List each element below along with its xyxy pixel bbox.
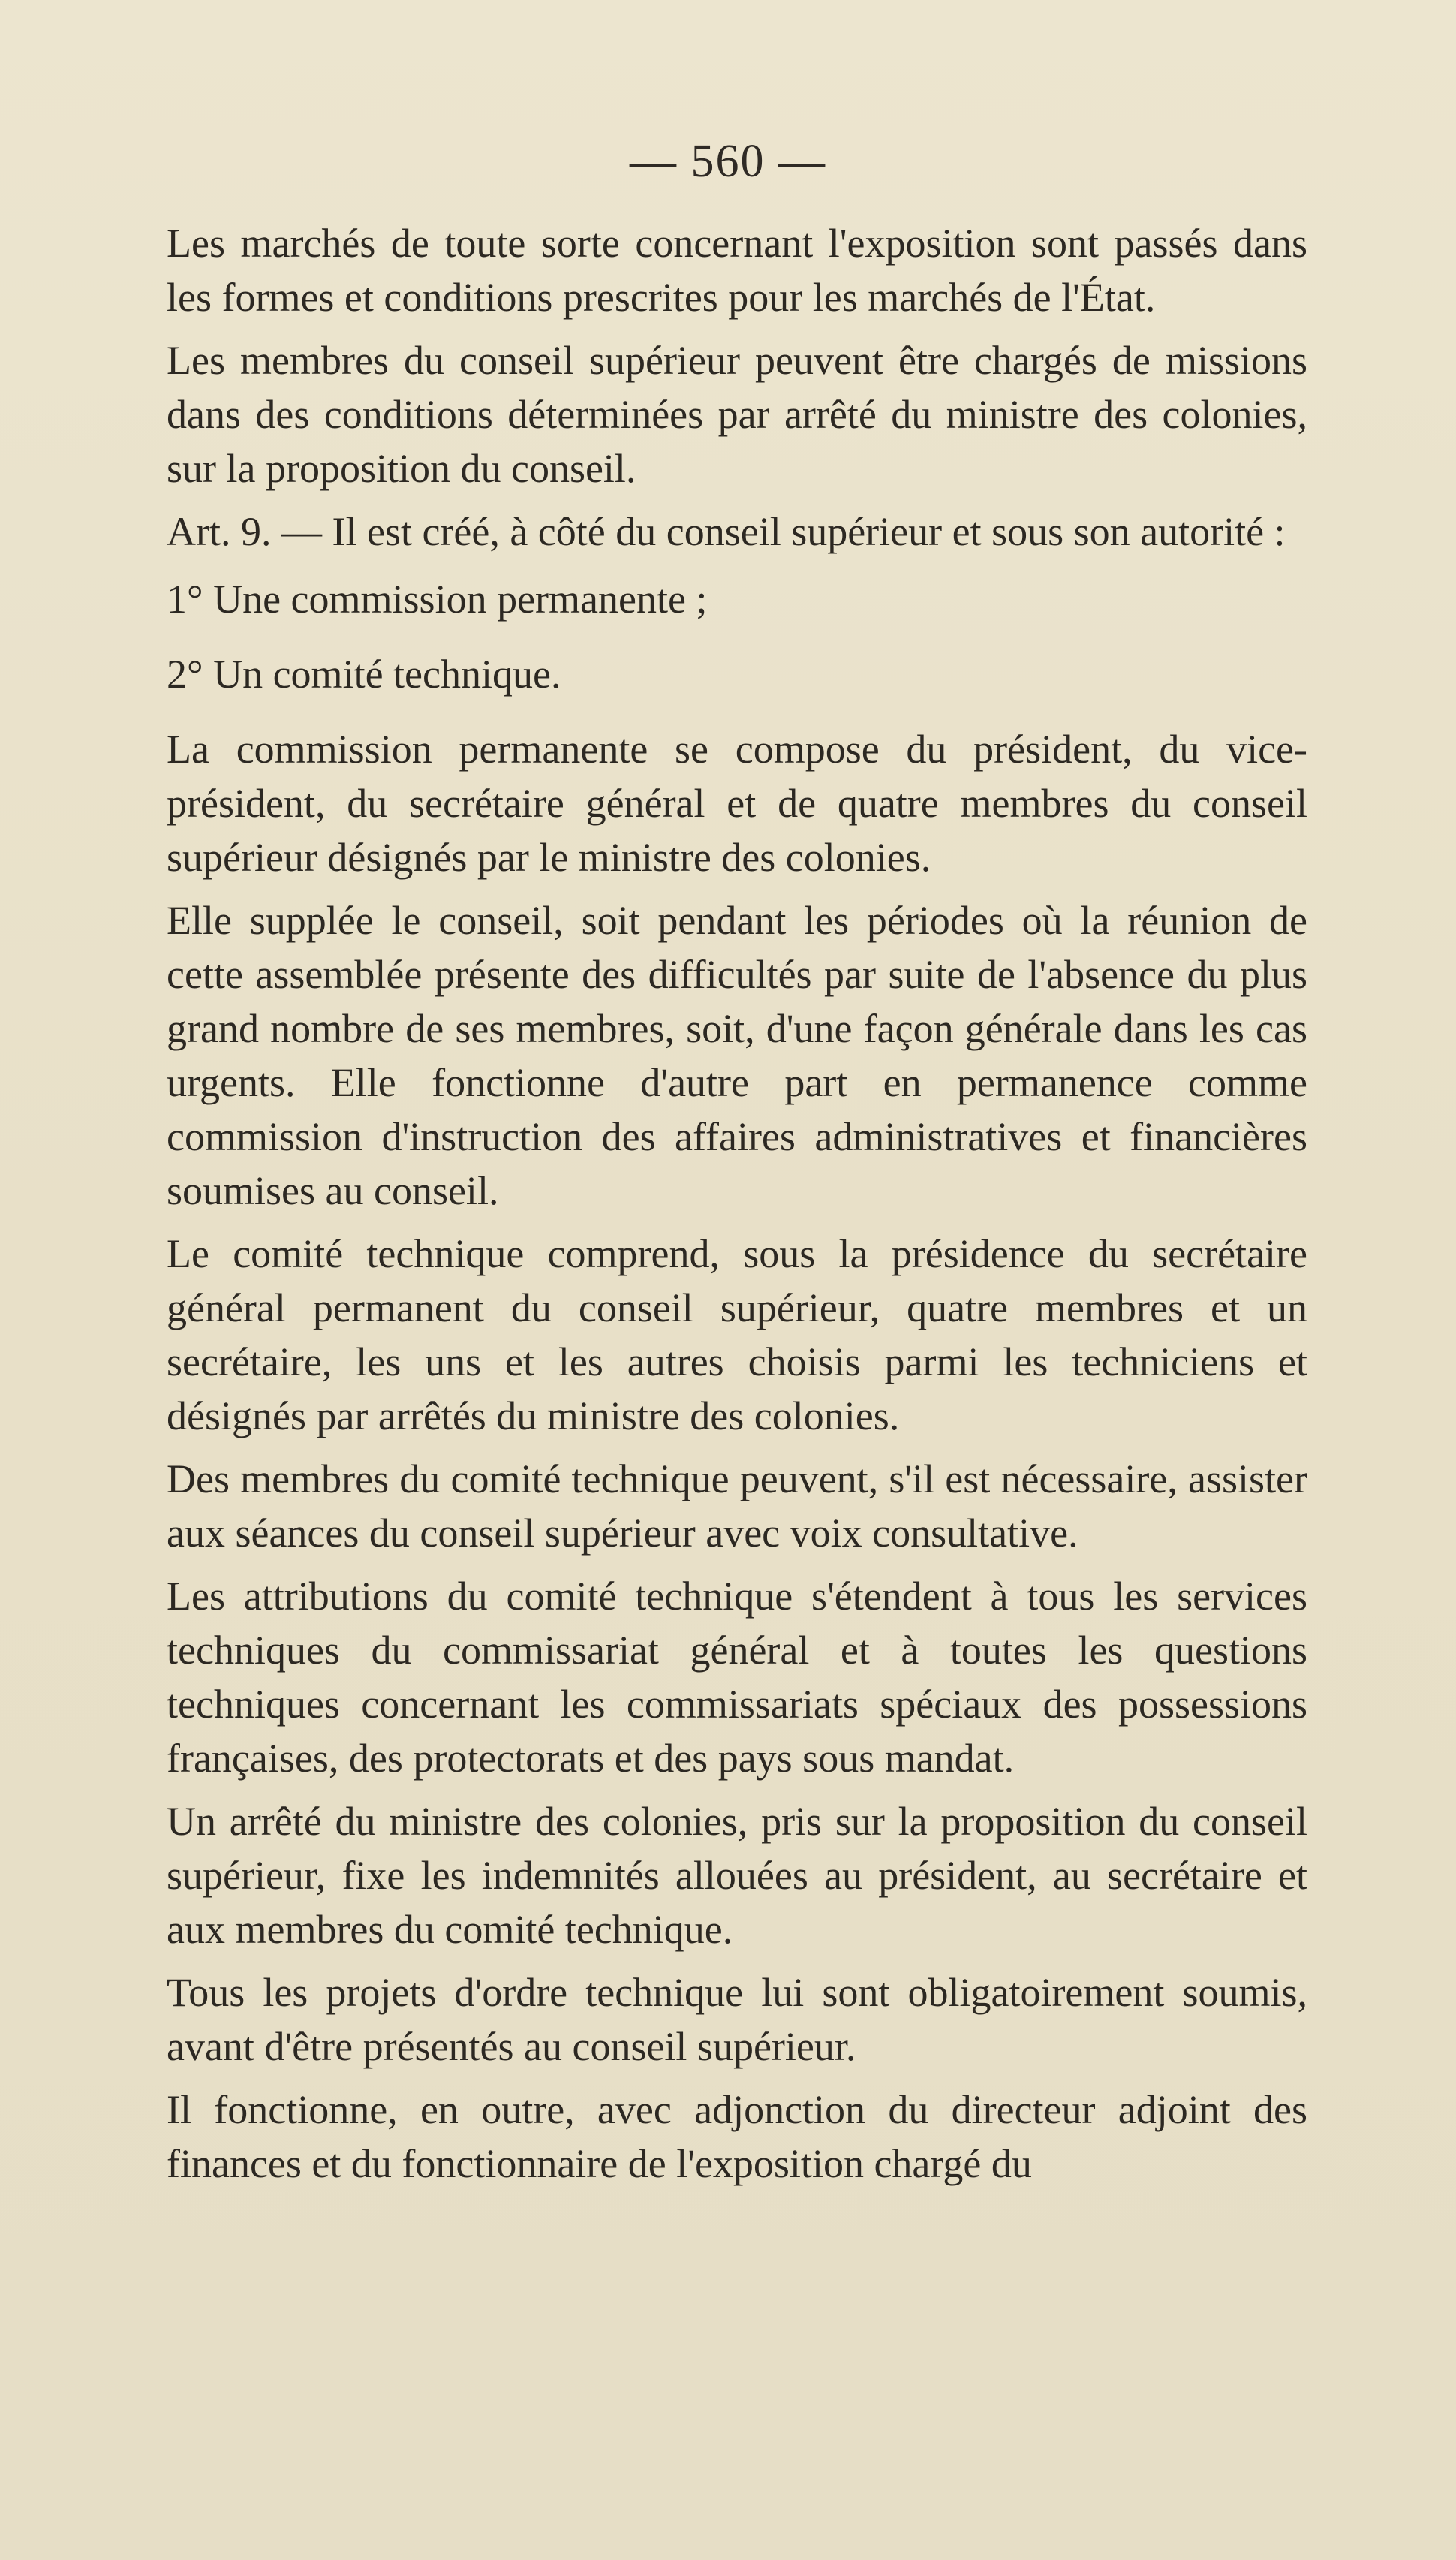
paragraph: Le comité technique comprend, sous la présidence du secrétaire général permanent du conseil supérieur, quatre membres et un secrétaire, les uns et les autres choisis parmi les techniciens et désignés par arrêtés du ministre des colonies. [167,1231,1307,1438]
paragraph: Tous les projets d'ordre technique lui sont obligatoirement soumis, avant d'être présentés au conseil supérieur. [167,1970,1307,2069]
paragraph: Les marchés de toute sorte concernant l'exposition sont passés dans les formes et conditions prescrites pour les marchés de l'État. [167,221,1307,320]
page-number: — 560 — [630,136,826,187]
article-heading-paragraph: Art. 9. — Il est créé, à côté du conseil supérieur et sous son autorité : [167,509,1286,554]
paragraph: Les membres du conseil supérieur peuvent être chargés de missions dans des conditions déterminées par arrêté du ministre des colonies, sur la proposition du conseil. [167,338,1307,491]
list-item: 2° Un comité technique. [167,652,561,697]
body-text [167,216,1307,2200]
paragraph: La commission permanente se compose du président, du vice-président, du secrétaire général et de quatre membres du conseil supérieur désignés par le ministre des colonies. [167,727,1307,880]
paragraph: Les attributions du comité technique s'étendent à tous les services techniques du commissariat général et à toutes les questions techniques concernant les commissariats spéciaux des possessions françaises, des protectorats et des pays sous mandat. [167,1574,1307,1781]
paragraph: Des membres du comité technique peuvent, s'il est nécessaire, assister aux séances du conseil supérieur avec voix consultative. [167,1456,1307,1556]
paragraph: Un arrêté du ministre des colonies, pris sur la proposition du conseil supérieur, fixe les indemnités allouées au président, au secrétaire et aux membres du comité technique. [167,1799,1307,1952]
paragraph: Elle supplée le conseil, soit pendant les périodes où la réunion de cette assemblée présente des difficultés par suite de l'absence du plus grand nombre de ses membres, soit, d'une façon générale dans les cas urgents. Elle fonctionne d'autre part en permanence comme commission d'instruction des affaires administratives et financières soumises au conseil. [167,898,1307,1213]
list-item: 1° Une commission permanente ; [167,577,708,622]
paragraph: Il fonctionne, en outre, avec adjonction du directeur adjoint des finances et du fonctionnaire de l'exposition chargé du [167,2087,1307,2186]
